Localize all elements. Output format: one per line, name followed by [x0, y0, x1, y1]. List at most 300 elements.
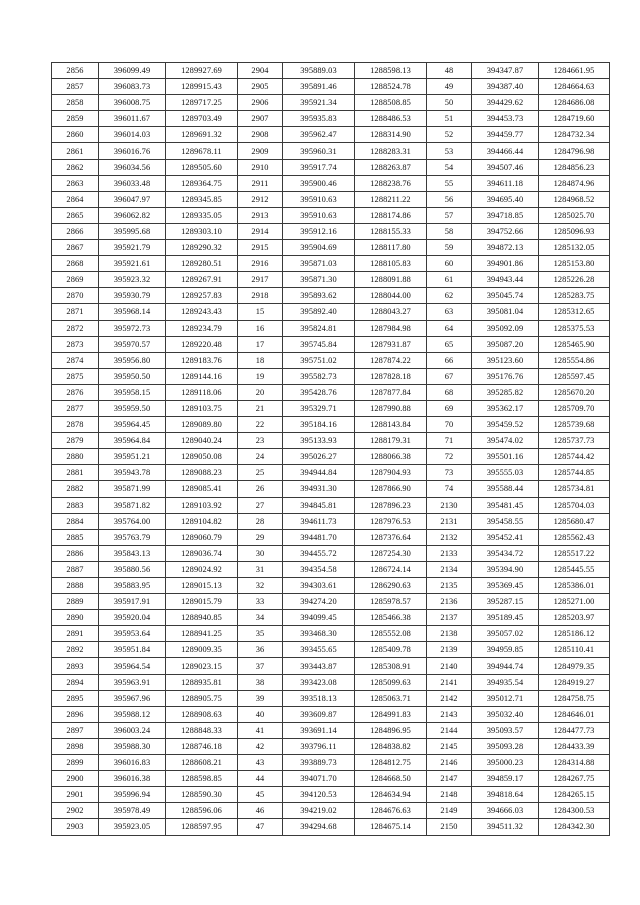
y-coordinate-cell: 1289024.92	[166, 561, 238, 577]
x-coordinate-cell: 395893.62	[283, 288, 355, 304]
y-coordinate-cell: 1285283.75	[539, 288, 610, 304]
point-id-cell: 23	[238, 433, 283, 449]
table-row	[52, 738, 610, 754]
y-coordinate-cell: 1289088.23	[166, 465, 238, 481]
y-coordinate-cell: 1289243.43	[166, 304, 238, 320]
y-coordinate-cell: 1289345.85	[166, 191, 238, 207]
coordinate-table	[51, 62, 610, 836]
y-coordinate-cell: 1287896.23	[355, 497, 427, 513]
x-coordinate-cell: 394429.62	[472, 95, 539, 111]
y-coordinate-cell: 1284668.50	[355, 771, 427, 787]
y-coordinate-cell: 1289023.15	[166, 658, 238, 674]
y-coordinate-cell: 1285554.86	[539, 352, 610, 368]
y-coordinate-cell: 1289927.69	[166, 63, 238, 79]
x-coordinate-cell: 395921.79	[99, 240, 166, 256]
y-coordinate-cell: 1288508.85	[355, 95, 427, 111]
point-id-cell: 2140	[427, 658, 472, 674]
x-coordinate-cell: 395956.80	[99, 352, 166, 368]
point-id-cell: 2912	[238, 191, 283, 207]
y-coordinate-cell: 1289009.35	[166, 642, 238, 658]
point-id-cell: 26	[238, 481, 283, 497]
point-id-cell: 2897	[52, 722, 99, 738]
table-row	[52, 95, 610, 111]
y-coordinate-cell: 1288314.90	[355, 127, 427, 143]
point-id-cell: 2872	[52, 320, 99, 336]
x-coordinate-cell: 395988.30	[99, 738, 166, 754]
x-coordinate-cell: 395588.44	[472, 481, 539, 497]
x-coordinate-cell: 395184.16	[283, 417, 355, 433]
table-row	[52, 288, 610, 304]
point-id-cell: 2918	[238, 288, 283, 304]
point-id-cell: 22	[238, 417, 283, 433]
x-coordinate-cell: 395962.47	[283, 127, 355, 143]
point-id-cell: 2132	[427, 529, 472, 545]
point-id-cell: 2135	[427, 578, 472, 594]
x-coordinate-cell: 395910.63	[283, 191, 355, 207]
y-coordinate-cell: 1287984.98	[355, 320, 427, 336]
point-id-cell: 2130	[427, 497, 472, 513]
x-coordinate-cell: 394099.45	[283, 610, 355, 626]
point-id-cell: 70	[427, 417, 472, 433]
x-coordinate-cell: 395428.76	[283, 384, 355, 400]
table-row	[52, 336, 610, 352]
y-coordinate-cell: 1288940.85	[166, 610, 238, 626]
x-coordinate-cell: 396083.73	[99, 79, 166, 95]
table-row	[52, 304, 610, 320]
y-coordinate-cell: 1288174.86	[355, 207, 427, 223]
point-id-cell: 62	[427, 288, 472, 304]
y-coordinate-cell: 1285063.71	[355, 690, 427, 706]
y-coordinate-cell: 1288155.33	[355, 223, 427, 239]
table-row	[52, 561, 610, 577]
x-coordinate-cell: 395917.74	[283, 159, 355, 175]
y-coordinate-cell: 1285375.53	[539, 320, 610, 336]
x-coordinate-cell: 396016.76	[99, 143, 166, 159]
point-id-cell: 54	[427, 159, 472, 175]
table-row	[52, 803, 610, 819]
x-coordinate-cell: 395950.50	[99, 368, 166, 384]
x-coordinate-cell: 395176.76	[472, 368, 539, 384]
point-id-cell: 2862	[52, 159, 99, 175]
x-coordinate-cell: 394294.68	[283, 819, 355, 835]
x-coordinate-cell: 394507.46	[472, 159, 539, 175]
y-coordinate-cell: 1285110.41	[539, 642, 610, 658]
y-coordinate-cell: 1289036.74	[166, 545, 238, 561]
point-id-cell: 27	[238, 497, 283, 513]
y-coordinate-cell: 1288238.76	[355, 175, 427, 191]
point-id-cell: 2880	[52, 449, 99, 465]
y-coordinate-cell: 1284265.15	[539, 787, 610, 803]
point-id-cell: 2876	[52, 384, 99, 400]
y-coordinate-cell: 1288935.81	[166, 674, 238, 690]
point-id-cell: 2910	[238, 159, 283, 175]
table-row	[52, 497, 610, 513]
x-coordinate-cell: 395458.55	[472, 513, 539, 529]
y-coordinate-cell: 1288598.13	[355, 63, 427, 79]
x-coordinate-cell: 395968.14	[99, 304, 166, 320]
table-row	[52, 63, 610, 79]
x-coordinate-cell: 394387.40	[472, 79, 539, 95]
x-coordinate-cell: 395910.63	[283, 207, 355, 223]
point-id-cell: 34	[238, 610, 283, 626]
x-coordinate-cell: 395189.45	[472, 610, 539, 626]
x-coordinate-cell: 395434.72	[472, 545, 539, 561]
point-id-cell: 2881	[52, 465, 99, 481]
x-coordinate-cell: 395362.17	[472, 400, 539, 416]
x-coordinate-cell: 395917.91	[99, 594, 166, 610]
x-coordinate-cell: 395978.49	[99, 803, 166, 819]
x-coordinate-cell: 395964.45	[99, 417, 166, 433]
x-coordinate-cell: 394944.84	[283, 465, 355, 481]
y-coordinate-cell: 1288091.88	[355, 272, 427, 288]
y-coordinate-cell: 1288746.18	[166, 738, 238, 754]
table-row	[52, 111, 610, 127]
point-id-cell: 60	[427, 256, 472, 272]
x-coordinate-cell: 395880.56	[99, 561, 166, 577]
point-id-cell: 71	[427, 433, 472, 449]
x-coordinate-cell: 395935.83	[283, 111, 355, 127]
table-row	[52, 771, 610, 787]
table-row	[52, 658, 610, 674]
point-id-cell: 2866	[52, 223, 99, 239]
x-coordinate-cell: 394611.73	[283, 513, 355, 529]
point-id-cell: 35	[238, 626, 283, 642]
table-row	[52, 400, 610, 416]
y-coordinate-cell: 1288598.85	[166, 771, 238, 787]
x-coordinate-cell: 394944.74	[472, 658, 539, 674]
x-coordinate-cell: 395912.16	[283, 223, 355, 239]
point-id-cell: 32	[238, 578, 283, 594]
point-id-cell: 2906	[238, 95, 283, 111]
y-coordinate-cell: 1288179.31	[355, 433, 427, 449]
point-id-cell: 2861	[52, 143, 99, 159]
y-coordinate-cell: 1288596.06	[166, 803, 238, 819]
point-id-cell: 17	[238, 336, 283, 352]
x-coordinate-cell: 395921.61	[99, 256, 166, 272]
point-id-cell: 2903	[52, 819, 99, 835]
point-id-cell: 74	[427, 481, 472, 497]
y-coordinate-cell: 1285025.70	[539, 207, 610, 223]
point-id-cell: 2860	[52, 127, 99, 143]
y-coordinate-cell: 1287866.90	[355, 481, 427, 497]
point-id-cell: 69	[427, 400, 472, 416]
x-coordinate-cell: 395481.45	[472, 497, 539, 513]
point-id-cell: 2892	[52, 642, 99, 658]
x-coordinate-cell: 393443.87	[283, 658, 355, 674]
point-id-cell: 49	[427, 79, 472, 95]
y-coordinate-cell: 1288908.63	[166, 706, 238, 722]
x-coordinate-cell: 394935.54	[472, 674, 539, 690]
y-coordinate-cell: 1288486.53	[355, 111, 427, 127]
x-coordinate-cell: 394511.32	[472, 819, 539, 835]
point-id-cell: 2873	[52, 336, 99, 352]
x-coordinate-cell: 395871.03	[283, 256, 355, 272]
point-id-cell: 16	[238, 320, 283, 336]
point-id-cell: 2878	[52, 417, 99, 433]
y-coordinate-cell: 1284968.52	[539, 191, 610, 207]
y-coordinate-cell: 1288263.87	[355, 159, 427, 175]
x-coordinate-cell: 396011.67	[99, 111, 166, 127]
y-coordinate-cell: 1284919.27	[539, 674, 610, 690]
x-coordinate-cell: 394120.53	[283, 787, 355, 803]
table-row	[52, 481, 610, 497]
point-id-cell: 2134	[427, 561, 472, 577]
point-id-cell: 2904	[238, 63, 283, 79]
y-coordinate-cell: 1288941.25	[166, 626, 238, 642]
x-coordinate-cell: 395891.46	[283, 79, 355, 95]
y-coordinate-cell: 1285734.81	[539, 481, 610, 497]
point-id-cell: 2893	[52, 658, 99, 674]
x-coordinate-cell: 394453.73	[472, 111, 539, 127]
point-id-cell: 73	[427, 465, 472, 481]
x-coordinate-cell: 395582.73	[283, 368, 355, 384]
point-id-cell: 55	[427, 175, 472, 191]
y-coordinate-cell: 1284433.39	[539, 738, 610, 754]
x-coordinate-cell: 394818.64	[472, 787, 539, 803]
point-id-cell: 41	[238, 722, 283, 738]
x-coordinate-cell: 395329.71	[283, 400, 355, 416]
table-row	[52, 755, 610, 771]
table-row	[52, 127, 610, 143]
y-coordinate-cell: 1289691.32	[166, 127, 238, 143]
point-id-cell: 21	[238, 400, 283, 416]
y-coordinate-cell: 1289335.05	[166, 207, 238, 223]
table-row	[52, 368, 610, 384]
point-id-cell: 2147	[427, 771, 472, 787]
table-row	[52, 642, 610, 658]
y-coordinate-cell: 1284664.63	[539, 79, 610, 95]
x-coordinate-cell: 394466.44	[472, 143, 539, 159]
table-row	[52, 352, 610, 368]
y-coordinate-cell: 1285466.38	[355, 610, 427, 626]
table-row	[52, 690, 610, 706]
y-coordinate-cell: 1287874.22	[355, 352, 427, 368]
x-coordinate-cell: 396003.24	[99, 722, 166, 738]
y-coordinate-cell: 1285445.55	[539, 561, 610, 577]
point-id-cell: 2142	[427, 690, 472, 706]
y-coordinate-cell: 1286290.63	[355, 578, 427, 594]
point-id-cell: 2136	[427, 594, 472, 610]
x-coordinate-cell: 396033.48	[99, 175, 166, 191]
table-row	[52, 706, 610, 722]
y-coordinate-cell: 1287877.84	[355, 384, 427, 400]
point-id-cell: 39	[238, 690, 283, 706]
x-coordinate-cell: 394347.87	[472, 63, 539, 79]
x-coordinate-cell: 395970.57	[99, 336, 166, 352]
point-id-cell: 28	[238, 513, 283, 529]
point-id-cell: 2143	[427, 706, 472, 722]
y-coordinate-cell: 1289015.79	[166, 594, 238, 610]
x-coordinate-cell: 395892.40	[283, 304, 355, 320]
point-id-cell: 2885	[52, 529, 99, 545]
x-coordinate-cell: 393518.13	[283, 690, 355, 706]
y-coordinate-cell: 1288143.84	[355, 417, 427, 433]
table-row	[52, 417, 610, 433]
y-coordinate-cell: 1285744.85	[539, 465, 610, 481]
x-coordinate-cell: 395000.23	[472, 755, 539, 771]
y-coordinate-cell: 1285312.65	[539, 304, 610, 320]
table-row	[52, 256, 610, 272]
x-coordinate-cell: 395930.79	[99, 288, 166, 304]
x-coordinate-cell: 396016.38	[99, 771, 166, 787]
x-coordinate-cell: 395871.82	[99, 497, 166, 513]
point-id-cell: 2895	[52, 690, 99, 706]
y-coordinate-cell: 1289060.79	[166, 529, 238, 545]
y-coordinate-cell: 1287254.30	[355, 545, 427, 561]
x-coordinate-cell: 394611.18	[472, 175, 539, 191]
x-coordinate-cell: 395843.13	[99, 545, 166, 561]
y-coordinate-cell: 1285744.42	[539, 449, 610, 465]
point-id-cell: 2900	[52, 771, 99, 787]
x-coordinate-cell: 395963.91	[99, 674, 166, 690]
table-row	[52, 465, 610, 481]
x-coordinate-cell: 395045.74	[472, 288, 539, 304]
point-id-cell: 53	[427, 143, 472, 159]
x-coordinate-cell: 395081.04	[472, 304, 539, 320]
table-row	[52, 207, 610, 223]
y-coordinate-cell: 1289144.16	[166, 368, 238, 384]
x-coordinate-cell: 393468.30	[283, 626, 355, 642]
y-coordinate-cell: 1289040.24	[166, 433, 238, 449]
point-id-cell: 2869	[52, 272, 99, 288]
table-row	[52, 610, 610, 626]
x-coordinate-cell: 395093.57	[472, 722, 539, 738]
x-coordinate-cell: 394219.02	[283, 803, 355, 819]
point-id-cell: 56	[427, 191, 472, 207]
point-id-cell: 59	[427, 240, 472, 256]
y-coordinate-cell: 1289915.43	[166, 79, 238, 95]
x-coordinate-cell: 395951.21	[99, 449, 166, 465]
y-coordinate-cell: 1284676.63	[355, 803, 427, 819]
point-id-cell: 2133	[427, 545, 472, 561]
y-coordinate-cell: 1289050.08	[166, 449, 238, 465]
y-coordinate-cell: 1288117.80	[355, 240, 427, 256]
point-id-cell: 47	[238, 819, 283, 835]
point-id-cell: 2864	[52, 191, 99, 207]
table-row	[52, 143, 610, 159]
point-id-cell: 2916	[238, 256, 283, 272]
point-id-cell: 38	[238, 674, 283, 690]
point-id-cell: 42	[238, 738, 283, 754]
x-coordinate-cell: 395904.69	[283, 240, 355, 256]
y-coordinate-cell: 1285132.05	[539, 240, 610, 256]
x-coordinate-cell: 395026.27	[283, 449, 355, 465]
x-coordinate-cell: 395958.15	[99, 384, 166, 400]
x-coordinate-cell: 395964.54	[99, 658, 166, 674]
point-id-cell: 15	[238, 304, 283, 320]
x-coordinate-cell: 395883.95	[99, 578, 166, 594]
y-coordinate-cell: 1285517.22	[539, 545, 610, 561]
y-coordinate-cell: 1285386.01	[539, 578, 610, 594]
point-id-cell: 72	[427, 449, 472, 465]
x-coordinate-cell: 394071.70	[283, 771, 355, 787]
point-id-cell: 2863	[52, 175, 99, 191]
y-coordinate-cell: 1285099.63	[355, 674, 427, 690]
y-coordinate-cell: 1289257.83	[166, 288, 238, 304]
point-id-cell: 36	[238, 642, 283, 658]
x-coordinate-cell: 395751.02	[283, 352, 355, 368]
point-id-cell: 2908	[238, 127, 283, 143]
point-id-cell: 40	[238, 706, 283, 722]
x-coordinate-cell: 395123.60	[472, 352, 539, 368]
table-row	[52, 674, 610, 690]
y-coordinate-cell: 1284686.08	[539, 95, 610, 111]
y-coordinate-cell: 1284342.30	[539, 819, 610, 835]
x-coordinate-cell: 395474.02	[472, 433, 539, 449]
y-coordinate-cell: 1288905.75	[166, 690, 238, 706]
x-coordinate-cell: 394481.70	[283, 529, 355, 545]
point-id-cell: 2888	[52, 578, 99, 594]
point-id-cell: 2131	[427, 513, 472, 529]
y-coordinate-cell: 1288848.33	[166, 722, 238, 738]
y-coordinate-cell: 1284856.23	[539, 159, 610, 175]
point-id-cell: 2898	[52, 738, 99, 754]
point-id-cell: 2889	[52, 594, 99, 610]
y-coordinate-cell: 1289717.25	[166, 95, 238, 111]
point-id-cell: 68	[427, 384, 472, 400]
table-row	[52, 449, 610, 465]
point-id-cell: 2907	[238, 111, 283, 127]
x-coordinate-cell: 393691.14	[283, 722, 355, 738]
y-coordinate-cell: 1284812.75	[355, 755, 427, 771]
point-id-cell: 2149	[427, 803, 472, 819]
point-id-cell: 2913	[238, 207, 283, 223]
point-id-cell: 2883	[52, 497, 99, 513]
point-id-cell: 2138	[427, 626, 472, 642]
x-coordinate-cell: 395057.02	[472, 626, 539, 642]
y-coordinate-cell: 1284661.95	[539, 63, 610, 79]
point-id-cell: 52	[427, 127, 472, 143]
point-id-cell: 2877	[52, 400, 99, 416]
y-coordinate-cell: 1284267.75	[539, 771, 610, 787]
y-coordinate-cell: 1287904.93	[355, 465, 427, 481]
point-id-cell: 2875	[52, 368, 99, 384]
y-coordinate-cell: 1284732.34	[539, 127, 610, 143]
x-coordinate-cell: 395285.82	[472, 384, 539, 400]
x-coordinate-cell: 395287.15	[472, 594, 539, 610]
y-coordinate-cell: 1287376.64	[355, 529, 427, 545]
x-coordinate-cell: 395452.41	[472, 529, 539, 545]
point-id-cell: 2150	[427, 819, 472, 835]
point-id-cell: 2909	[238, 143, 283, 159]
point-id-cell: 2891	[52, 626, 99, 642]
x-coordinate-cell: 395093.28	[472, 738, 539, 754]
point-id-cell: 43	[238, 755, 283, 771]
point-id-cell: 25	[238, 465, 283, 481]
y-coordinate-cell: 1284896.95	[355, 722, 427, 738]
point-id-cell: 20	[238, 384, 283, 400]
y-coordinate-cell: 1287828.18	[355, 368, 427, 384]
y-coordinate-cell: 1286724.14	[355, 561, 427, 577]
point-id-cell: 24	[238, 449, 283, 465]
y-coordinate-cell: 1285562.43	[539, 529, 610, 545]
x-coordinate-cell: 395745.84	[283, 336, 355, 352]
y-coordinate-cell: 1289183.76	[166, 352, 238, 368]
y-coordinate-cell: 1289505.60	[166, 159, 238, 175]
y-coordinate-cell: 1285465.90	[539, 336, 610, 352]
table-row	[52, 191, 610, 207]
x-coordinate-cell: 396014.03	[99, 127, 166, 143]
x-coordinate-cell: 395995.68	[99, 223, 166, 239]
table-row	[52, 240, 610, 256]
y-coordinate-cell: 1288524.78	[355, 79, 427, 95]
point-id-cell: 2879	[52, 433, 99, 449]
table-row	[52, 159, 610, 175]
y-coordinate-cell: 1289089.80	[166, 417, 238, 433]
x-coordinate-cell: 394752.66	[472, 223, 539, 239]
table-row	[52, 626, 610, 642]
x-coordinate-cell: 395087.20	[472, 336, 539, 352]
